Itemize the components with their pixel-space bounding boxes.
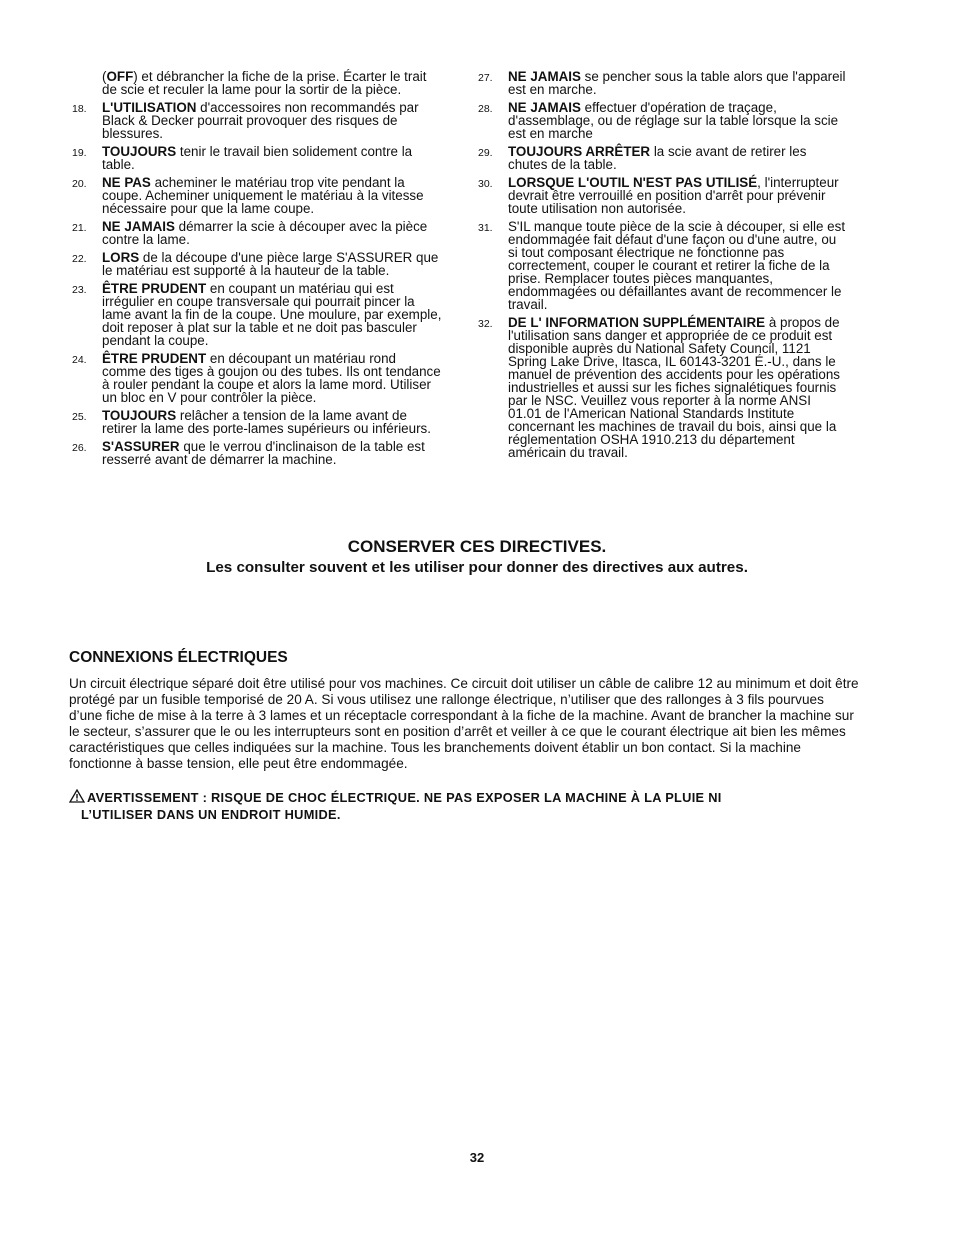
item-bold: TOUJOURS [102,408,177,423]
item-bold: S'ASSURER [102,439,180,454]
list-item-23 [72,282,442,347]
item-bold: LORS [102,250,140,265]
warning-triangle-icon [69,789,85,803]
item-text: de la découpe d'une pièce large S'ASSURER que le matériau est supporté à la hauteur de la table. [102,250,439,278]
item-bold: NE JAMAIS [508,100,581,115]
item-number: 26. [72,442,87,454]
item-bold: LORSQUE L'OUTIL N'EST PAS UTILISÉ [508,175,758,190]
item-text: en coupant un matériau qui est irrégulier en coupe transversale qui pourrait pincer la lame avant la fin de la coupe. Une moulure, par exemple, doit reposer à plat sur la table et ne doit pas basculer pendant la coupe. [102,281,442,348]
item-text: en découpant un matériau rond comme des tiges à goujon ou des tubes. Ils ont tendance à rouler pendant la coupe et alors la lame mord. Utiliser un bloc en V pour contrôler la pièce. [102,351,441,405]
item-number: 19. [72,147,87,159]
list-item-24 [72,352,442,404]
list-item-20 [72,176,442,215]
item-text: à propos de l'utilisation sans danger et appropriée de ce produit est disponible auprès du National Safety Council, 1121 Spring Lake Drive, Itasca, IL 60143-3201 É.-U., dans le manuel de prévention des accidents pour les opérations industrielles et aussi sur les fiches signalétiques fournis par le NSC. Veuillez vous reporter à la norme ANSI 01.01 de l'American National Standards Institute concernant les machines de travail du bois, ainsi que la réglementation OSHA 1910.213 du département américain du travail. [508,315,841,460]
item-number: 20. [72,178,87,190]
item-text: relâcher a tension de la lame avant de retirer la lame des porte-lames supérieurs ou inférieurs. [102,408,431,436]
item-bold: NE PAS [102,175,151,190]
save-instructions-block [0,537,954,577]
item-bold: TOUJOURS ARRÊTER [508,144,651,159]
item-number: 25. [72,411,87,423]
item-text: d'accessoires non recommandés par Black & Decker pourrait provoquer des risques de blessures. [102,100,419,141]
item-text: ( [102,69,107,84]
item-text: , l'interrupteur devrait être verrouillé en position d'arrêt pour prévenir toute utilisation non autorisée. [508,175,839,216]
list-item-continuation [72,70,442,96]
item-text: acheminer le matériau trop vite pendant la coupe. Acheminer uniquement le matériau à la vitesse nécessaire pour que la lame coupe. [102,175,424,216]
list-item-30 [478,176,848,215]
item-number: 30. [478,178,493,190]
item-text: démarrer la scie à découper avec la pièce contre la lame. [102,219,428,247]
save-instructions-subtitle: Les consulter souvent et les utiliser pour donner des directives aux autres. [206,559,748,576]
item-text: ) et débrancher la fiche de la prise. Écarter le trait de scie et reculer la lame pour la sortir de la pièce. [102,69,427,97]
item-bold: NE JAMAIS [102,219,175,234]
item-number: 21. [72,222,87,234]
list-item-32 [478,316,848,459]
item-number: 22. [72,253,87,265]
warning-line-2: L’UTILISER DANS UN ENDROIT HUMIDE. [81,807,341,822]
item-text: la scie avant de retirer les chutes de la table. [508,144,807,172]
list-item-26 [72,440,442,466]
item-bold: NE JAMAIS [508,69,581,84]
electrical-warning [69,789,859,823]
list-item-19 [72,145,442,171]
item-number: 27. [478,72,493,84]
list-item-25 [72,409,442,435]
list-item-27 [478,70,848,96]
item-text: S'IL manque toute pièce de la scie à découper, si elle est endommagée fait défaut d'une façon ou d'une autre, ou si tout composant électrique ne fonctionne pas correctement, couper le courant et retirer la fiche de la prise. Remplacer toutes pièces manquantes, endommagées ou défaillantes avant de recommencer le travail. [508,219,846,312]
item-number: 24. [72,354,87,366]
list-item-28 [478,101,848,140]
item-bold: TOUJOURS [102,144,177,159]
page-number: 32 [469,1150,485,1165]
list-item-31 [478,220,848,311]
item-text: tenir le travail bien solidement contre la table. [102,144,413,172]
item-bold: DE L' INFORMATION SUPPLÉMENTAIRE [508,315,766,330]
item-text: effectuer d'opération de traçage, d'assemblage, ou de réglage sur la table lorsque la scie est en marche [508,100,839,141]
item-bold: L'UTILISATION [102,100,197,115]
save-instructions-title: CONSERVER CES DIRECTIVES. [347,537,607,556]
item-number: 28. [478,103,493,115]
item-number: 31. [478,222,493,234]
warning-text: AVERTISSEMENT : RISQUE DE CHOC ÉLECTRIQUE. NE PAS EXPOSER LA MACHINE À LA PLUIE NI [87,790,722,805]
list-item-29 [478,145,848,171]
left-column [72,70,442,471]
right-column [478,70,848,464]
electrical-section-title: CONNEXIONS ÉLECTRIQUES [69,649,288,666]
list-item-22 [72,251,442,277]
item-text: que le verrou d'inclinaison de la table est resserré avant de démarrer la machine. [102,439,425,467]
list-item-18 [72,101,442,140]
item-number: 29. [478,147,493,159]
item-text: se pencher sous la table alors que l'appareil est en marche. [508,69,846,97]
warning-line-1 [69,789,859,806]
item-bold: ÊTRE PRUDENT [102,351,207,366]
item-bold: OFF [106,69,134,84]
list-item-21 [72,220,442,246]
electrical-section-body: Un circuit électrique séparé doit être utilisé pour vos machines. Ce circuit doit utiliser un câble de calibre 12 au minimum et doit être protégé par un fusible temporisé de 20 A. Si vous utilisez une rallonge électrique, n’utiliser que des rallonges à 3 fils pourvues d’une fiche de mise à la terre à 3 lames et un réceptacle correspondant à la fiche de la machine. Avant de brancher la machine sur le secteur, s’assurer que le ou les interrupteurs sont en position d’arrêt et veiller à ce que le courant électrique ait bien les mêmes caractéristiques que celles indiquées sur la machine. Tous les branchements doivent établir un bon contact. Si la machine fonctionne à basse tension, elle peut être endommagée. [69,676,859,771]
item-number: 32. [478,318,493,330]
item-number: 18. [72,103,87,115]
item-bold: ÊTRE PRUDENT [102,281,207,296]
item-number: 23. [72,284,87,296]
